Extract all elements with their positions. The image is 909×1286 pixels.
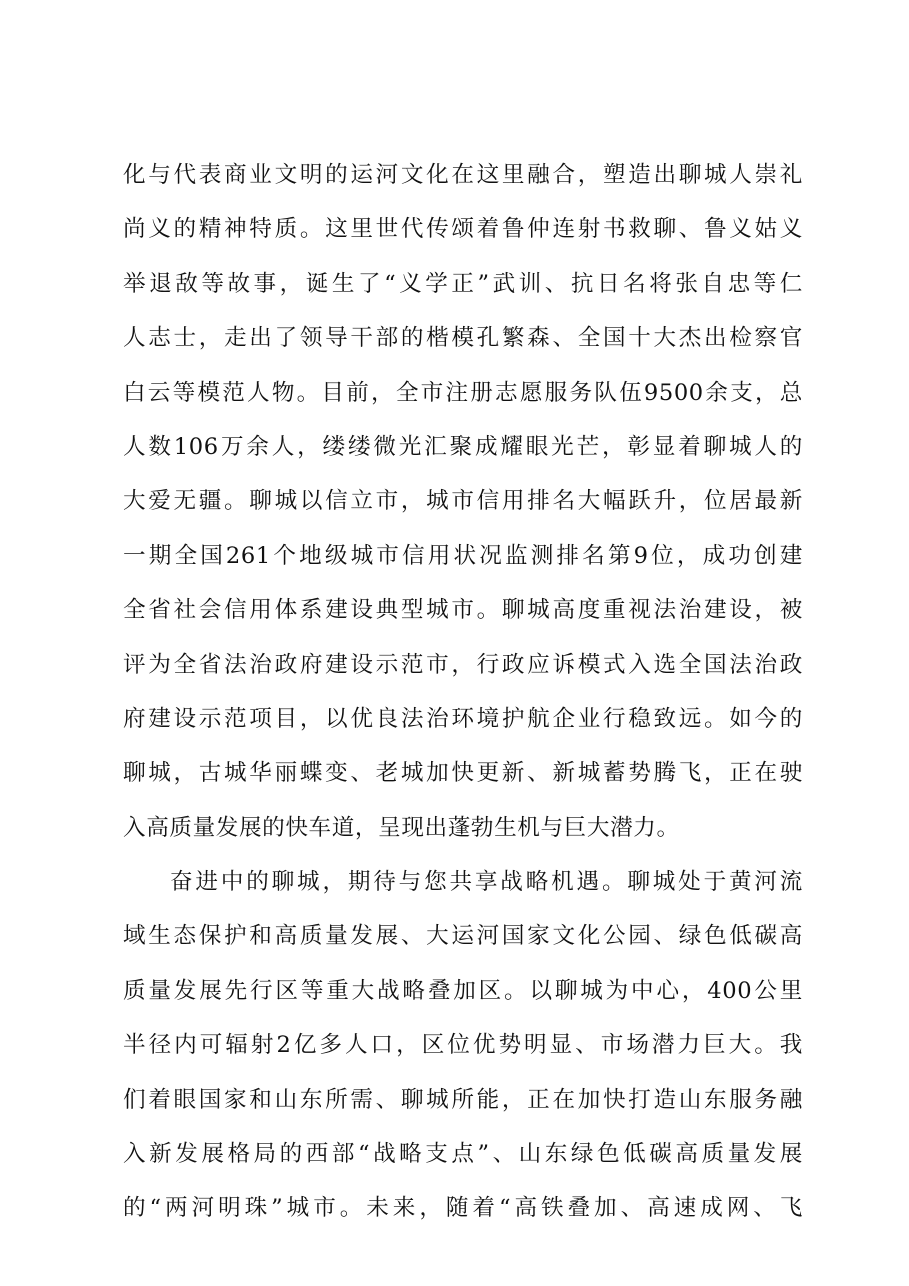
text-line: 人数106万余人，缕缕微光汇聚成耀眼光芒，彰显着聊城人的 — [123, 433, 803, 460]
text-line: 的“两河明珠”城市。未来，随着“高铁叠加、高速成网、飞 — [123, 1195, 803, 1222]
text-line: 聊城，古城华丽蝶变、老城加快更新、新城蓄势腾飞，正在驶 — [123, 760, 803, 787]
text-line: 评为全省法治政府建设示范市，行政应诉模式入选全国法治政 — [123, 651, 803, 678]
text-line: 入新发展格局的西部“战略支点”、山东绿色低碳高质量发展 — [123, 1141, 803, 1168]
text-line: 奋进中的聊城，期待与您共享战略机遇。聊城处于黄河流 — [170, 869, 803, 896]
text-line: 人志士，走出了领导干部的楷模孔繁森、全国十大杰出检察官 — [123, 325, 803, 352]
text-line: 化与代表商业文明的运河文化在这里融合，塑造出聊城人崇礼 — [123, 162, 803, 188]
text-line: 举退敌等故事，诞生了“义学正”武训、抗日名将张自忠等仁 — [123, 270, 803, 297]
text-line: 域生态保护和高质量发展、大运河国家文化公园、绿色低碳高 — [123, 923, 803, 950]
text-line: 入高质量发展的快车道，呈现出蓬勃生机与巨大潜力。 — [123, 814, 680, 841]
body-text — [123, 148, 803, 1236]
text-line: 白云等模范人物。目前，全市注册志愿服务队伍9500余支，总 — [123, 379, 803, 406]
paragraph — [123, 855, 803, 1236]
text-line: 们着眼国家和山东所需、聊城所能，正在加快打造山东服务融 — [123, 1086, 803, 1113]
text-line: 质量发展先行区等重大战略叠加区。以聊城为中心，400公里 — [123, 977, 803, 1004]
text-line: 尚义的精神特质。这里世代传颂着鲁仲连射书救聊、鲁义姑义 — [123, 216, 803, 243]
text-line: 半径内可辐射2亿多人口，区位优势明显、市场潜力巨大。我 — [123, 1032, 803, 1059]
text-line: 府建设示范项目，以优良法治环境护航企业行稳致远。如今的 — [123, 705, 803, 732]
text-line: 全省社会信用体系建设典型城市。聊城高度重视法治建设，被 — [123, 597, 803, 624]
paragraph — [123, 148, 803, 855]
text-line: 大爱无疆。聊城以信立市，城市信用排名大幅跃升，位居最新 — [123, 488, 803, 515]
text-line: 一期全国261个地级城市信用状况监测排名第9位，成功创建 — [123, 542, 803, 569]
